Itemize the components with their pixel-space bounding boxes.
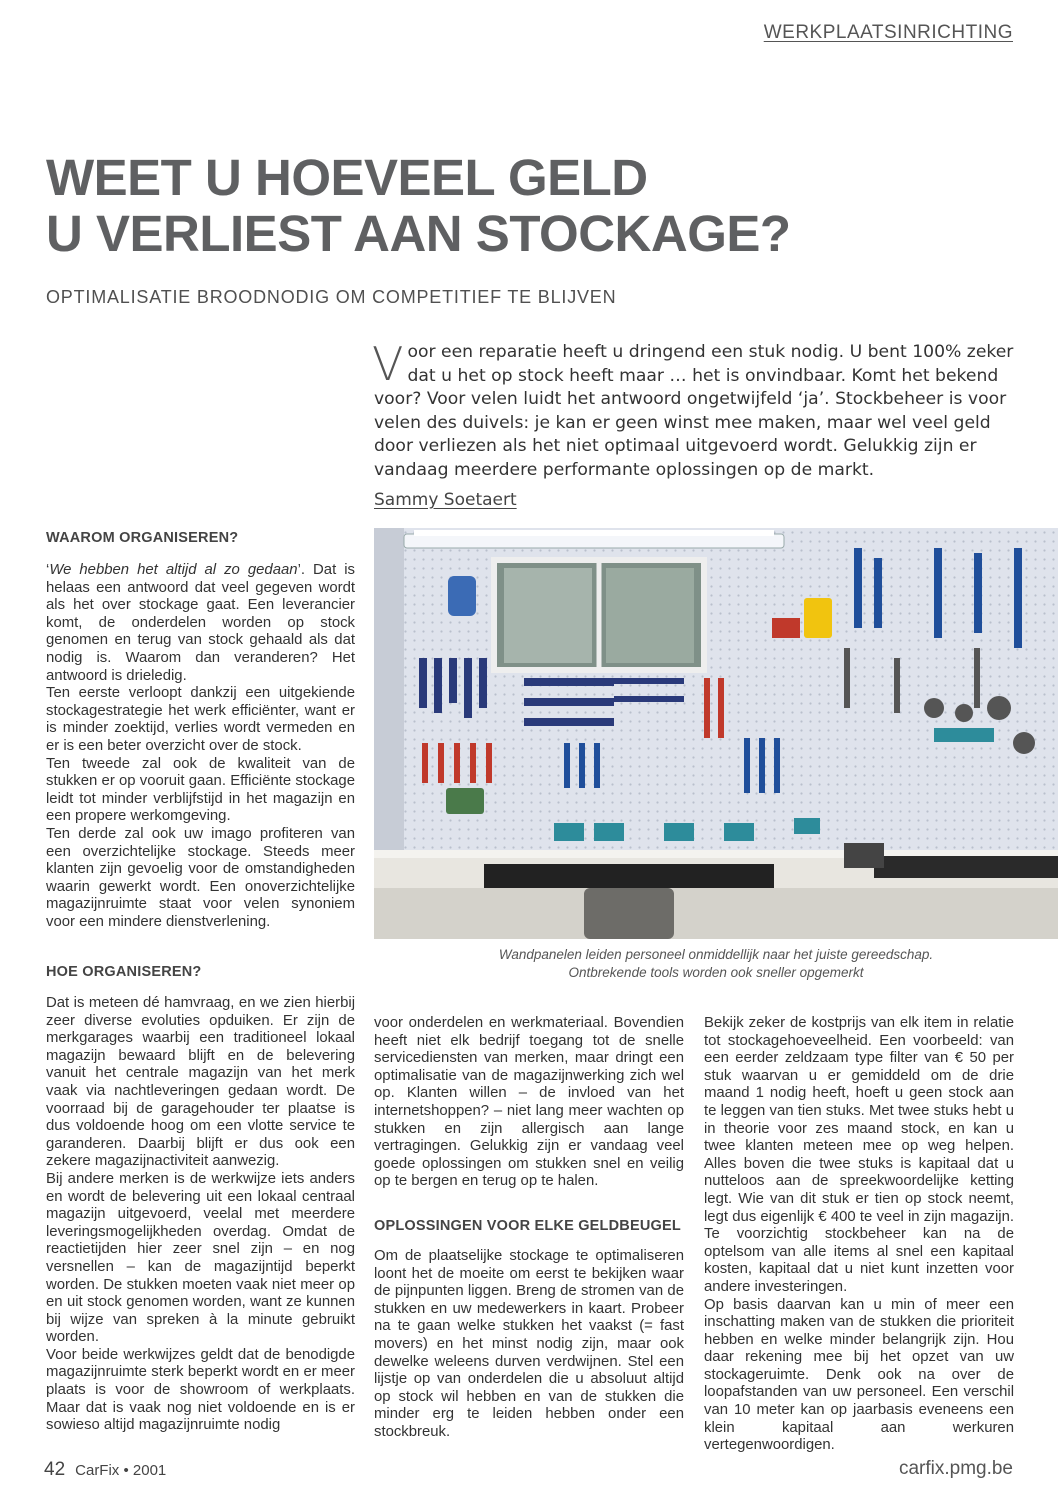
column-2-top (374, 1015, 684, 1191)
heading-oplossingen: OPLOSSINGEN VOOR ELKE GELDBEUGEL (374, 1218, 681, 1234)
caption-line-2: Ontbrekende tools worden ook sneller opgemerkt (568, 965, 864, 980)
paragraph-text: ’. Dat is helaas een antwoord dat veel gegeven wordt als het over stockage gaat. Een leverancier komt, de onderdelen worden op stock genomen en terug van stock gehaald als dat nodig is. Waarom dan veranderen? Het antwoord is drieledig. (46, 562, 355, 684)
column-2-bottom (374, 1248, 684, 1442)
paragraph: ‘We hebben het altijd al zo gedaan’. Dat is helaas een antwoord dat veel gegeven wordt als het over stockage gaat. Een leverancier komt, de onderdelen worden op stock genomen en terug van stock gehaald als dat nodig is. Waarom dan veranderen? Het antwoord is drieledig. (46, 562, 355, 684)
paragraph: Ten eerste verloopt dankzij een uitgekiende stockagestrategie het werk efficiënter, want er is minder zoektijd, verlies wordt vermeden en er is een beter overzicht over de stock. (46, 685, 355, 754)
title-line-1: WEET U HOEVEEL GELD (46, 149, 648, 206)
column-1-bottom (46, 995, 355, 1435)
footer-left (44, 1459, 166, 1481)
title-line-2: U VERLIEST AAN STOCKAGE? (46, 205, 791, 262)
paragraph: Ten tweede zal ook de kwaliteit van de stukken er op vooruit gaan. Efficiënte stockage leidt tot minder verblijfstijd in het magazijn en een propere werkomgeving. (46, 755, 355, 825)
article-subtitle: OPTIMALISATIE BROODNODIG OM COMPETITIEF TE BLIJVEN (46, 287, 617, 307)
paragraph: Bij andere merken is de werkwijze iets anders en wordt de belevering uit een lokaal centraal magazijn uitgevoerd, veelal met meerdere leveringsmogelijkheden overdag. Omdat de reactietijden hier zeer snel zijn – en nog versnellen – kan de magazijntijd beperkt worden. De stukken moeten vaak niet meer op en uit stock genomen worden, want ze kunnen bij wijze van spreken à la minute gebruikt worden. (46, 1170, 355, 1346)
section-label: WERKPLAATSINRICHTING (763, 22, 1013, 43)
magazine-issue: CarFix • 2001 (75, 1462, 167, 1479)
column-3 (704, 1015, 1014, 1455)
paragraph: Dat is meteen dé hamvraag, en we zien hierbij zeer diverse evoluties opduiken. Er zijn de merkgarages waarbij een traditioneel lokaal magazijn bewaard blijft en de belevering vanuit het centrale magazijn van het merk vaak via nachtleveringen gedaan wordt. De voorraad bij de garagehouder ter plaatse is dus voldoende hoog om een vlotte service te garanderen. Daarbij blijft er dus ook een zekere magazijnactiviteit aanwezig. (46, 995, 355, 1170)
photo-caption (374, 946, 1058, 982)
intro-text: oor een reparatie heeft u dringend een stuk nodig. U bent 100% zeker dat u het op stock heeft maar … het is onvindbaar. Komt het bekend voor? Voor velen luidt het antwoord ongetwijfeld ‘ja’. Stockbeheer is voor velen des duivels: je kan er geen winst mee maken, maar wel veel geld door verliezen als het niet optimaal uitgevoerd wordt. Gelukkig zijn er vandaag meerdere performante oplossingen op de markt. (374, 342, 1014, 480)
paragraph: Om de plaatselijke stockage te optimaliseren loont het de moeite om eerst te bekijken waar de pijnpunten liggen. Breng de stromen van de stukken en uw medewerkers in kaart. Probeer na te gaan welke stukken het vaakst (= fast movers) en het minst nodig zijn, maar ook dewelke weleens durven verdwijnen. Stel een lijstje op van onderdelen die u absoluut altijd op stock wil hebben en van de stukken die minder erg te leiden hebben onder een stockbreuk. (374, 1248, 684, 1440)
article-title (46, 150, 1006, 262)
pegboard-illustration (374, 528, 1058, 939)
column-1-top (46, 562, 355, 931)
author-byline[interactable]: Sammy Soetaert (374, 490, 517, 510)
workshop-photo (374, 528, 1058, 939)
quote-text: We hebben het altijd al zo gedaan (49, 562, 298, 578)
page-number: 42 (44, 1459, 66, 1480)
paragraph: Bekijk zeker de kostprijs van elk item in relatie tot stockagehoeveelheid. Een voorbeeld: van een eerder zeldzaam type filter van € 50 per stuk waarvan u er gemiddeld om de drie maand 1 nodig heeft, hoeft u geen stock aan te leggen van tien stuks. Met twee stuks hebt u in theorie voor zes maand stock, en kan u twee klanten meteen mee op weg helpen. Alles boven die twee stuks is kapitaal dat u nutteloos aan de spreekwoordelijke ketting legt. Wie van dit stuk er tien op stock neemt, legt dus eigenlijk € 400 te veel in zijn magazijn. Te voorzichtig stockbeheer kan na de optelsom van alle items al snel een kapitaal kosten, kapitaal dat u niet kunt inzetten voor andere investeringen. (704, 1015, 1014, 1295)
footer-url[interactable]: carfix.pmg.be (898, 1458, 1013, 1479)
heading-waarom: WAAROM ORGANISEREN? (46, 530, 239, 546)
paragraph: Voor beide werkwijzes geldt dat de benodigde magazijnruimte sterk beperkt wordt en er meer plaats is voor de showroom of werkplaats. Maar dat is vaak nog niet voldoende en is er sowieso altijd magazijnruimte nodig (46, 1346, 355, 1434)
paragraph: Ten derde zal ook uw imago profiteren van een overzichtelijke stockage. Steeds meer klanten zijn gevoelig voor de omstandigheden waarin gewerkt wordt. Een onoverzichtelijke magazijnruimte staat voor velen synoniem voor een mindere dienstverlening. (46, 825, 355, 930)
paragraph: Op basis daarvan kan u min of meer een inschatting maken van de stukken die prioriteit hebben en welke minder belangrijk zijn. Hou daar rekening mee bij het opzet van uw stockageruimte. Denk ook na over de loopafstanden van uw personeel. Een verschil van 10 meter kan op jaarbasis eveneens een klein kapitaal aan werkuren vertegenwoordigen. (704, 1296, 1014, 1454)
paragraph: voor onderdelen en werkmateriaal. Bovendien heeft niet elk bedrijf toegang tot de snelle servicediensten van merken, maar dringt een optimalisatie van de magazijnwerking zich wel op. Klanten willen – de invloed van het internetshoppen? – niet lang meer wachten op stukken en zijn allergisch aan lange vertragingen. Gelukkig zijn er vandaag veel goede oplossingen om stukken snel en veilig op te bergen en terug op te halen. (374, 1015, 684, 1190)
heading-hoe: HOE ORGANISEREN? (46, 964, 202, 980)
intro-paragraph (372, 337, 1014, 482)
caption-line-1: Wandpanelen leiden personeel onmiddellijk naar het juiste gereedschap. (498, 947, 934, 962)
drop-cap: V (372, 337, 404, 391)
